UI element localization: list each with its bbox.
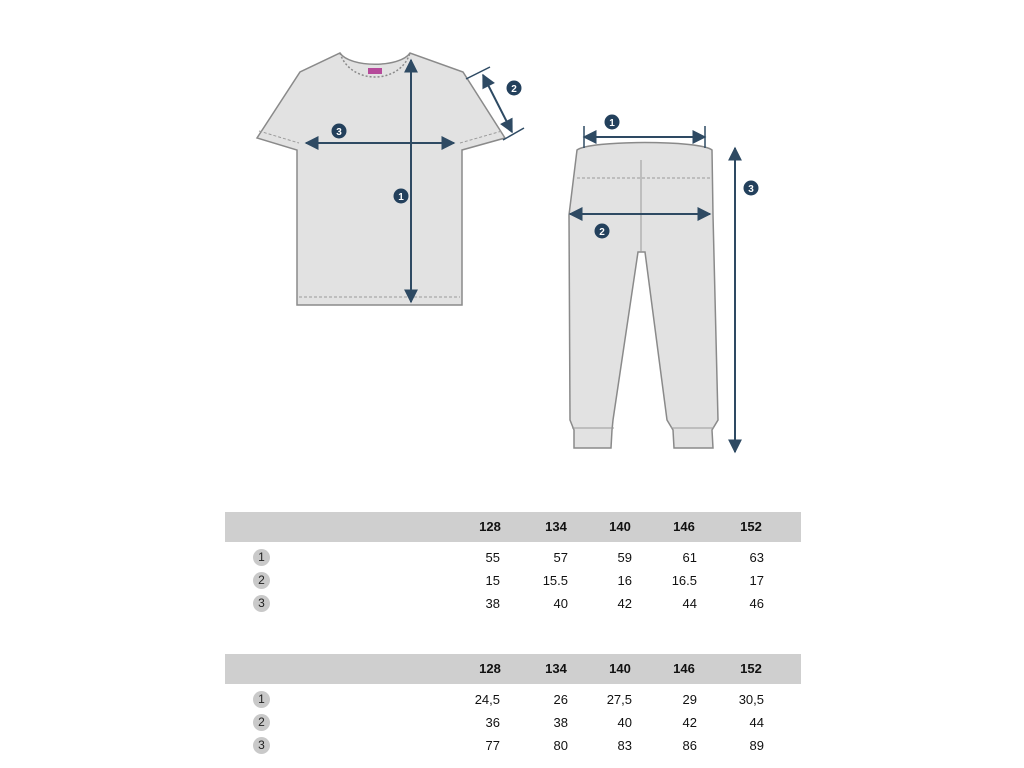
table-row: [225, 688, 801, 711]
table-row: [225, 592, 801, 615]
size-header: 146: [673, 661, 695, 676]
tshirt-marker-3: [332, 124, 347, 139]
tshirt-sleeve-tick-bottom: [503, 128, 524, 140]
size-table-1: [225, 512, 801, 615]
svg-text:1: 1: [609, 118, 615, 129]
table-cell: 86: [682, 738, 697, 753]
svg-text:3: 3: [748, 184, 754, 195]
tshirt-body: [257, 53, 505, 305]
table-cell: 57: [553, 550, 568, 565]
row-marker: 2: [253, 714, 270, 731]
svg-text:3: 3: [336, 127, 342, 138]
size-header: 152: [740, 519, 762, 534]
tshirt-label-tag: [368, 68, 382, 74]
pants-body: [569, 143, 718, 449]
table-header: [225, 512, 801, 542]
size-header: 128: [479, 519, 501, 534]
tshirt-marker-2: [507, 81, 522, 96]
table-cell: 77: [485, 738, 500, 753]
svg-text:2: 2: [599, 227, 605, 238]
table-cell: 15.5: [542, 573, 568, 588]
svg-text:1: 1: [398, 192, 404, 203]
tshirt-marker-1: [394, 189, 409, 204]
table-cell: 63: [749, 550, 764, 565]
tshirt-illustration: [257, 53, 505, 305]
size-header: 134: [545, 519, 567, 534]
table-cell: 40: [553, 596, 568, 611]
table-cell: 46: [749, 596, 764, 611]
pants-marker-1: [605, 115, 620, 130]
row-marker: 3: [253, 595, 270, 612]
table-cell: 38: [485, 596, 500, 611]
table-cell: 89: [749, 738, 764, 753]
row-marker: 1: [253, 549, 270, 566]
table-row: [225, 711, 801, 734]
size-header: 140: [609, 519, 631, 534]
table-cell: 44: [682, 596, 697, 611]
size-header: 146: [673, 519, 695, 534]
table-cell: 24,5: [474, 692, 500, 707]
table-row: [225, 569, 801, 592]
row-marker: 1: [253, 691, 270, 708]
table-cell: 16: [617, 573, 632, 588]
table-cell: 16.5: [671, 573, 697, 588]
pants-illustration: [569, 143, 718, 449]
table-cell: 42: [682, 715, 697, 730]
table-header: [225, 654, 801, 684]
table-cell: 30,5: [738, 692, 764, 707]
table-cell: 36: [485, 715, 500, 730]
table-cell: 40: [617, 715, 632, 730]
size-header: 128: [479, 661, 501, 676]
table-cell: 15: [485, 573, 500, 588]
pants-marker-2: [595, 224, 610, 239]
table-cell: 27,5: [606, 692, 632, 707]
table-cell: 29: [682, 692, 697, 707]
svg-text:2: 2: [511, 84, 517, 95]
size-header: 134: [545, 661, 567, 676]
size-table-2: [225, 654, 801, 757]
table-row: [225, 546, 801, 569]
row-marker: 3: [253, 737, 270, 754]
size-header: 152: [740, 661, 762, 676]
size-header: 140: [609, 661, 631, 676]
row-marker: 2: [253, 572, 270, 589]
table-cell: 26: [553, 692, 568, 707]
table-cell: 59: [617, 550, 632, 565]
table-cell: 83: [617, 738, 632, 753]
table-cell: 17: [749, 573, 764, 588]
table-cell: 80: [553, 738, 568, 753]
table-cell: 42: [617, 596, 632, 611]
table-cell: 38: [553, 715, 568, 730]
table-cell: 61: [682, 550, 697, 565]
pants-marker-3: [744, 181, 759, 196]
table-cell: 55: [485, 550, 500, 565]
tshirt-sleeve-tick-top: [466, 67, 490, 79]
table-cell: 44: [749, 715, 764, 730]
table-row: [225, 734, 801, 757]
